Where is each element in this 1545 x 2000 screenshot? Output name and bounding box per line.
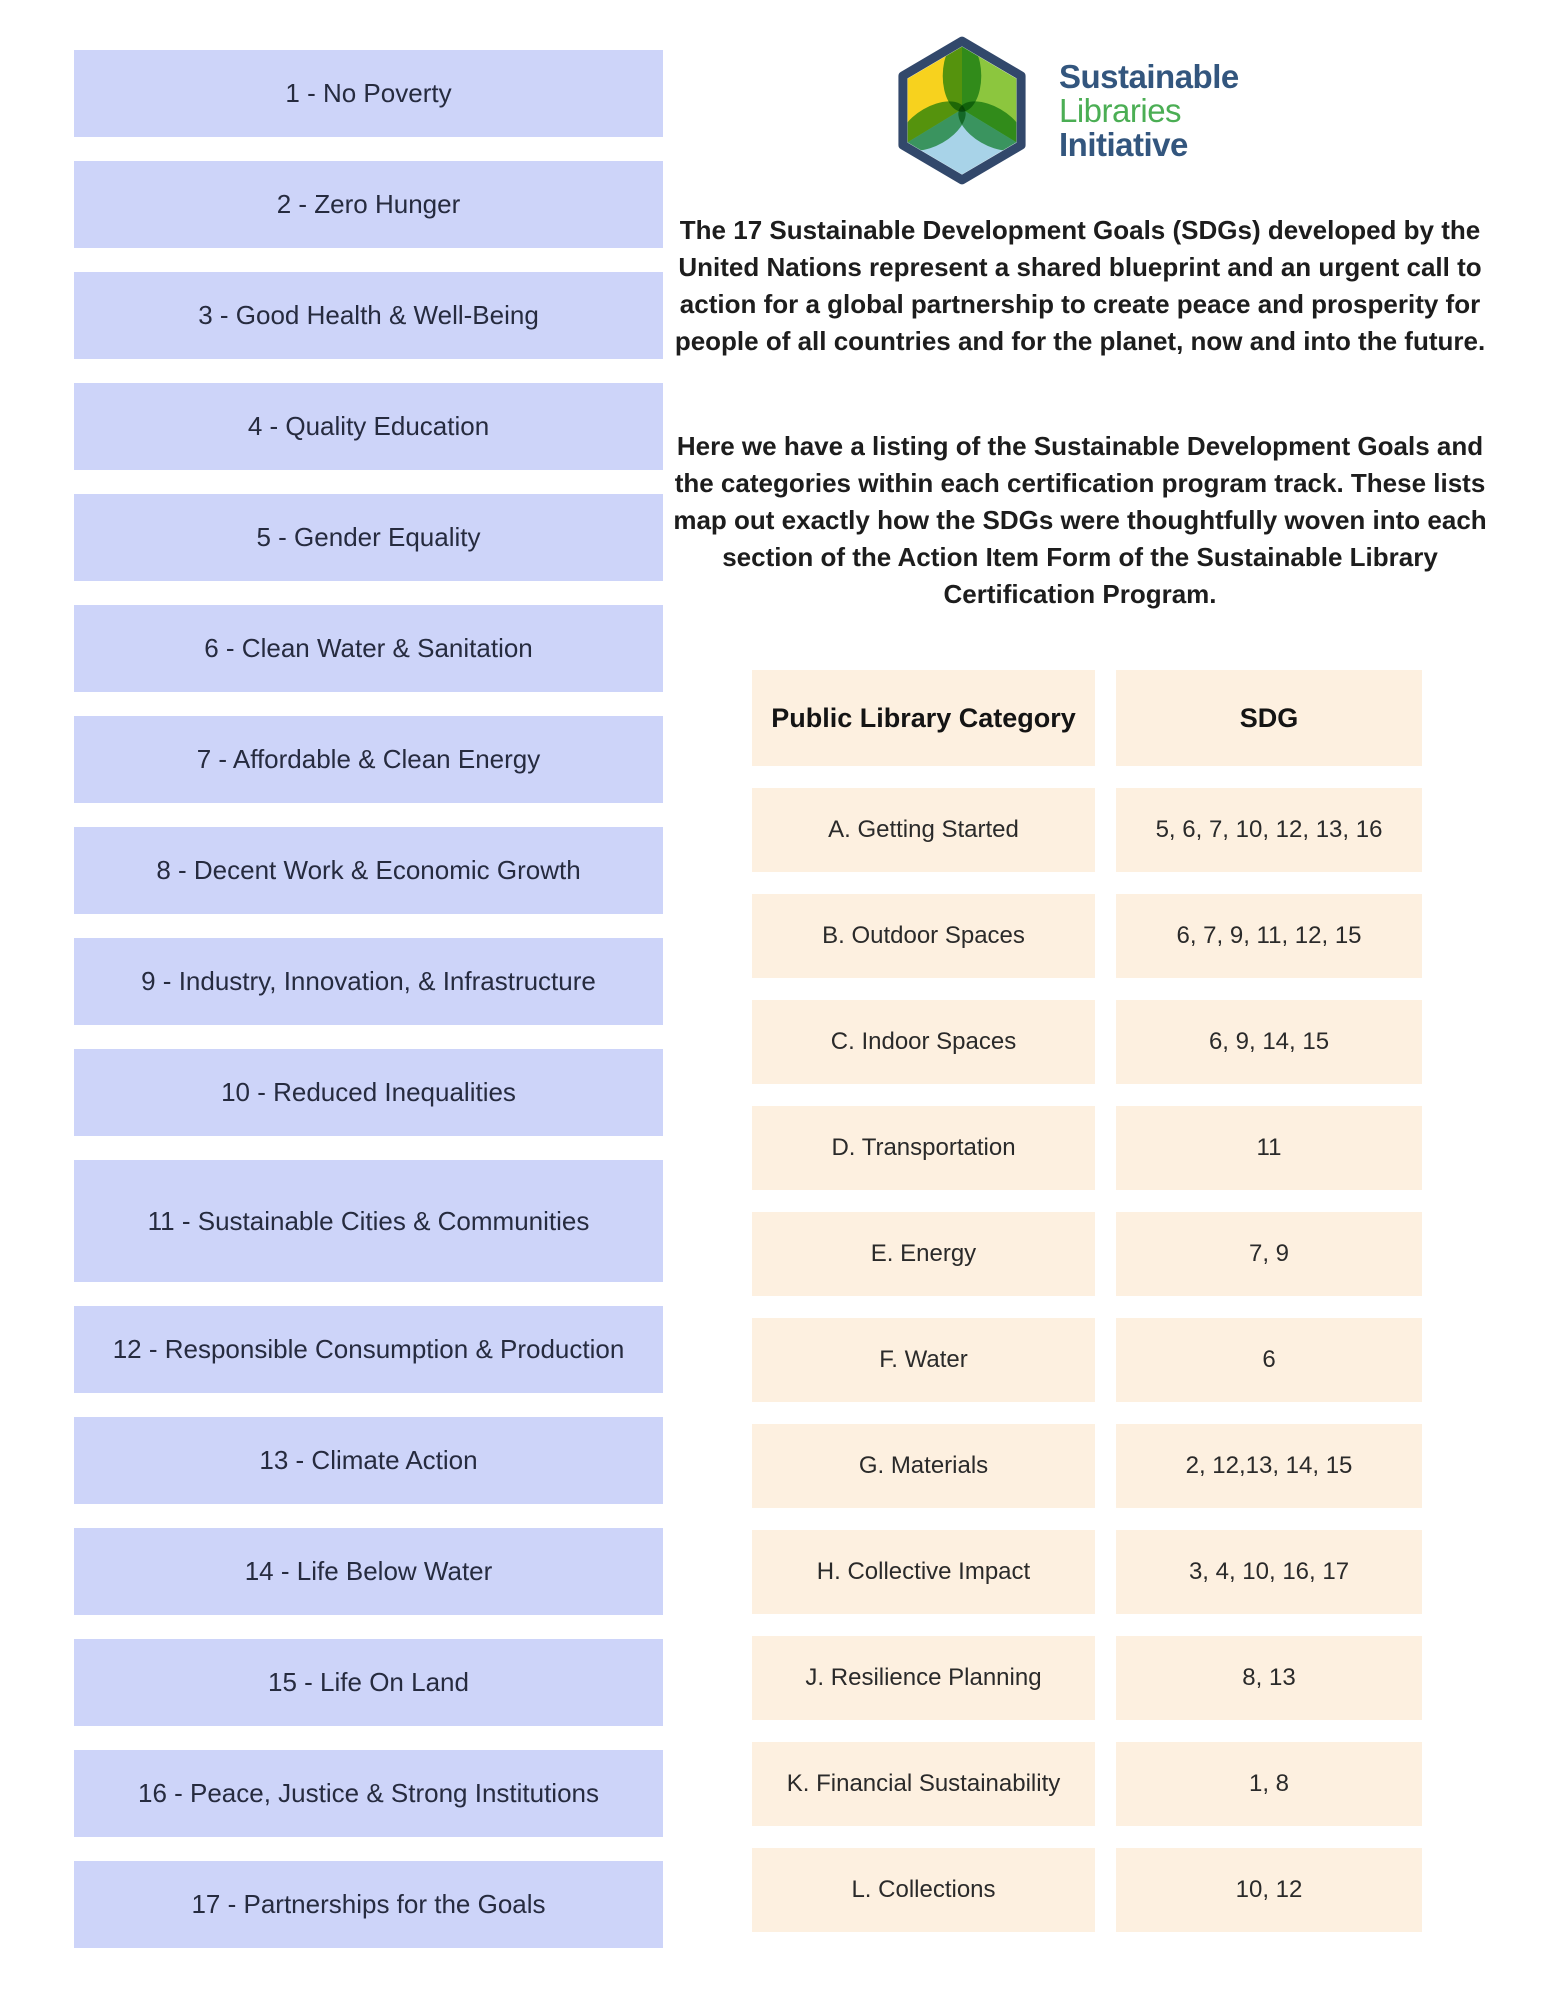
logo-hexagon-icon — [895, 36, 1029, 185]
table-row-sdg: 3, 4, 10, 16, 17 — [1116, 1530, 1422, 1614]
table-row-category: A. Getting Started — [752, 788, 1095, 872]
table-row-sdg: 1, 8 — [1116, 1742, 1422, 1826]
table-header-sdg: SDG — [1116, 670, 1422, 766]
sdg-list-item: 6 - Clean Water & Sanitation — [74, 605, 663, 692]
sdg-list-item: 10 - Reduced Inequalities — [74, 1049, 663, 1136]
table-row-category: D. Transportation — [752, 1106, 1095, 1190]
table-row-category: G. Materials — [752, 1424, 1095, 1508]
logo-word-initiative: Initiative — [1059, 125, 1188, 163]
table-row-sdg: 6 — [1116, 1318, 1422, 1402]
table-row-sdg: 6, 9, 14, 15 — [1116, 1000, 1422, 1084]
sdg-list-item: 11 - Sustainable Cities & Communities — [74, 1160, 663, 1282]
table-row-category: L. Collections — [752, 1848, 1095, 1932]
sdg-list-item: 9 - Industry, Innovation, & Infrastructure — [74, 938, 663, 1025]
table-row-sdg: 11 — [1116, 1106, 1422, 1190]
sdg-list-item: 15 - Life On Land — [74, 1639, 663, 1726]
table-row-category: C. Indoor Spaces — [752, 1000, 1095, 1084]
table-row-category: B. Outdoor Spaces — [752, 894, 1095, 978]
table-row-category: J. Resilience Planning — [752, 1636, 1095, 1720]
table-row-sdg: 10, 12 — [1116, 1848, 1422, 1932]
logo-word-sustainable: Sustainable — [1059, 57, 1239, 95]
table-row-category: H. Collective Impact — [752, 1530, 1095, 1614]
sdg-list-item: 2 - Zero Hunger — [74, 161, 663, 248]
sdg-list-item: 17 - Partnerships for the Goals — [74, 1861, 663, 1948]
table-row-category: E. Energy — [752, 1212, 1095, 1296]
intro-paragraph-1: The 17 Sustainable Development Goals (SDGs) developed by the United Nations represent a shared blueprint and an urgent call to action for a global partnership to create peace and prosperity for people of all countries and for the planet, now and into the future. — [674, 215, 1486, 356]
table-row-category: K. Financial Sustainability — [752, 1742, 1095, 1826]
table-row-sdg: 7, 9 — [1116, 1212, 1422, 1296]
sdg-list-item: 7 - Affordable & Clean Energy — [74, 716, 663, 803]
table-row-sdg: 5, 6, 7, 10, 12, 13, 16 — [1116, 788, 1422, 872]
sdg-list-item: 5 - Gender Equality — [74, 494, 663, 581]
logo-wordmark — [1059, 57, 1239, 163]
sdg-list-item: 4 - Quality Education — [74, 383, 663, 470]
table-row-sdg: 2, 12,13, 14, 15 — [1116, 1424, 1422, 1508]
intro-paragraph-2: Here we have a listing of the Sustainable Development Goals and the categories within each certification program track. These lists map out exactly how the SDGs were thoughtfully woven into each section of the Action Item Form of the Sustainable Library Certification Program. — [673, 431, 1487, 609]
sdg-list-item: 16 - Peace, Justice & Strong Institutions — [74, 1750, 663, 1837]
table-header-category: Public Library Category — [752, 670, 1095, 766]
logo — [895, 36, 1239, 185]
sdg-list-item: 3 - Good Health & Well-Being — [74, 272, 663, 359]
table-row-sdg: 8, 13 — [1116, 1636, 1422, 1720]
logo-word-libraries: Libraries — [1059, 91, 1182, 129]
table-row-sdg: 6, 7, 9, 11, 12, 15 — [1116, 894, 1422, 978]
sdg-list — [74, 50, 663, 1948]
sdg-list-item: 1 - No Poverty — [74, 50, 663, 137]
sdg-table — [752, 670, 1422, 1932]
sdg-list-item: 14 - Life Below Water — [74, 1528, 663, 1615]
sdg-list-item: 8 - Decent Work & Economic Growth — [74, 827, 663, 914]
sdg-list-item: 13 - Climate Action — [74, 1417, 663, 1504]
table-row-category: F. Water — [752, 1318, 1095, 1402]
sdg-list-item: 12 - Responsible Consumption & Production — [74, 1306, 663, 1393]
